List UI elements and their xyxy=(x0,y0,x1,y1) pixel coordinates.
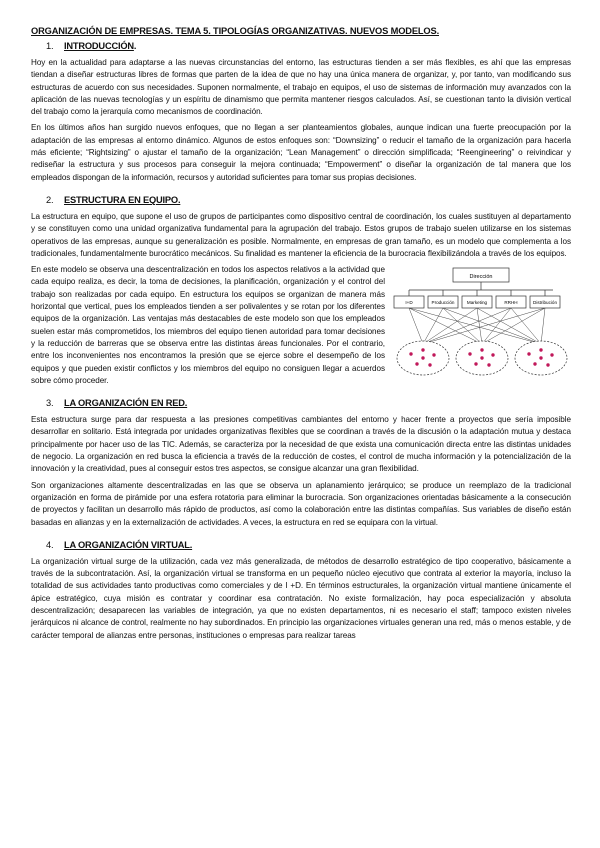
document-page xyxy=(31,26,571,646)
area-label: Distribución xyxy=(533,300,557,306)
team-member-dot xyxy=(539,348,542,351)
team-member-dot xyxy=(415,362,418,365)
network-link xyxy=(409,308,482,344)
team-structure-diagram xyxy=(393,266,571,384)
network-link xyxy=(409,308,423,344)
network-link xyxy=(423,308,477,344)
team-member-dot xyxy=(468,352,471,355)
team-member-dot xyxy=(421,356,424,359)
section-number: 2. xyxy=(46,194,54,205)
team-member-dot xyxy=(409,352,412,355)
network-link xyxy=(409,308,541,344)
area-label: Producción xyxy=(431,300,455,306)
area-boxes xyxy=(394,296,560,308)
team-member-dot xyxy=(491,353,494,356)
section-heading-estructura-equipo xyxy=(46,195,571,205)
area-label: RRHH xyxy=(504,300,518,306)
team-structure-svg xyxy=(393,266,571,384)
team-member-dot xyxy=(546,363,549,366)
document-title: ORGANIZACIÓN DE EMPRESAS. TEMA 5. TIPOLOGÍAS ORGANIZATIVAS. NUEVOS MODELOS. xyxy=(31,26,439,36)
team-member-dot xyxy=(480,348,483,351)
team-member-dot xyxy=(480,356,483,359)
top-box-label: Dirección xyxy=(469,274,493,281)
team-member-dot xyxy=(432,353,435,356)
team-member-dot xyxy=(487,363,490,366)
paragraph: La estructura en equipo, que supone el uso de grupos de participantes como dispositivo central de coordinación, los cuales sustituyen al departamento y se constituyen como una unidad organizativa fundamental para la agrupación del trabajo. Estos grupos de trabajo suelen utilizarse en los sistemas operativos de las empresas, aunque su generalización es posible. Normalmente, en empresas de gran tamaño, es un modelo que complementa a los tradicionales, fundamentalmente burocrático mecánicos. Su finalidad es mantener la eficiencia de la burocracia flexibilizándola a través de los equipos. xyxy=(31,211,571,258)
team-member-dot xyxy=(527,352,530,355)
area-label: I+D xyxy=(405,300,413,306)
paragraph: En los últimos años han surgido nuevos enfoques, que no llegan a ser planteamientos globales, aunque indican una fuerte preocupación por la adaptación de las empresas al entorno dinámico. Algunos de estos enfoques son: “Downsizing” o reducir el tamaño de la organización para hacerla más eficiente; “Rightsizing” o ajustar el tamaño de la organización; “Lean Management” o dirección simplificada; “Reengineering” o reivindicar y rediseñar la estructura y sus procesos para conseguir la mejora continuada; “Empowerment” o diseñar la organización de tal manera que los empleados dispongan de la información, recursos y autoridad suficientes para tomar sus propias decisiones. xyxy=(31,123,571,182)
network-link xyxy=(541,308,545,344)
section-title: INTRODUCCIÓN xyxy=(64,41,134,51)
section-title-suffix: . xyxy=(133,41,137,51)
section-heading-organizacion-red xyxy=(46,398,571,408)
area-label: Marketing xyxy=(466,300,488,306)
paragraph: Esta estructura surge para dar respuesta a las presiones competitivas cambiantes del entorno y hacer frente a proyectos que sería imposible desarrollar en solitario. Está integrada por unidades organizativas flexibles que se coordinan a través de la discusión o la adaptación mutua y destaca principalmente por hacer uso de las TIC. Además, se caracteriza por la necesidad de que exista una comunicación directa entre las distintas unidades de negocio. La organización en red busca la eficiencia a través de la reducción de costes, el control de mucha información y la potencialización de la innovación y la creatividad, pues al conseguir estos tres aspectos, se consigue alcanzar una gran flexibilidad. xyxy=(31,415,571,474)
team-ellipses xyxy=(397,341,567,375)
section-number: 3. xyxy=(46,398,54,409)
section-heading-organizacion-virtual xyxy=(46,540,571,550)
paragraph: En este modelo se observa una descentralización en todos los aspectos relativos a la actividad que cada equipo realiza, es decir, la toma de decisiones, la planificación, organización y el control del trabajo son realizadas por cada equipo. En estructura los equipos se organizan de manera más horizontal que vertical, pues los empleados tienden a ser polivalentes y se rotan por los diferentes equipos de la organización. Las ventajas más destacables de este modelo son que los empleados suelen estar más comprometidos, los miembros del equipo tienen autoridad para tomar decisiones y la reducción de barreras que se observa entre las distintas áreas funcionales. Por el contrario, entre los inconvenientes nos encontramos la presión que se ejerce sobre el desempeño de los equipos y que pueden existir conflictos y los miembros del equipo no consiguen llegar a acuerdos sobre cómo proceder. xyxy=(31,265,385,385)
network-link xyxy=(423,308,511,344)
team-member-dot xyxy=(539,356,542,359)
section-title: LA ORGANIZACIÓN EN RED. xyxy=(64,398,188,409)
team-member-dot xyxy=(550,353,553,356)
section-number: 1. xyxy=(46,41,54,51)
team-member-dot xyxy=(421,348,424,351)
team-member-dot xyxy=(474,362,477,365)
team-member-dot xyxy=(428,363,431,366)
team-member-dot xyxy=(533,362,536,365)
section-title: LA ORGANIZACIÓN VIRTUAL. xyxy=(64,539,193,550)
network-link xyxy=(477,308,482,344)
section-number: 4. xyxy=(46,539,54,550)
section-title: ESTRUCTURA EN EQUIPO. xyxy=(64,194,181,205)
paragraph: Hoy en la actualidad para adaptarse a las nuevas circunstancias del entorno, las estructuras tienden a ser más flexibles, es ahí que las empresas tiendan a diseñar estructuras libres de formas que parten de la idea de que no hay una única manera de organizar, y, por tanto, van modificando sus estructuras de acuerdo con sus necesidades. Suponen normalmente, el trabajo en equipos, el uso de sistemas de información muy avanzados con la aplicación de las nuevas tecnologías y un espíritu de dinamismo que permita mantener riesgos calculados. Así, se cuestionan tanto la división vertical del trabajo como la jerarquía como mecanismos de coordinación. xyxy=(31,58,571,117)
network-link xyxy=(423,308,443,344)
network-link xyxy=(443,308,482,344)
section-heading-introduccion xyxy=(46,41,571,51)
paragraph: Son organizaciones altamente descentralizadas en las que se observa un aplanamiento jerárquico; se produce un reemplazo de la tradicional organización en forma de pirámide por una esfera rotatoria para eliminar la burocracia. Son organizaciones orientadas básicamente a la consecución de proyectos y facilitan un desarrollo más rápido de productos, así como la colaboración entre las distintas compañías. Sus variables de diseño están basadas en alianzas y en la externalización de actividades. A veces, la estructura en red se equipara con la virtual. xyxy=(31,480,571,527)
paragraph: La organización virtual surge de la utilización, cada vez más generalizada, de métodos de desarrollo estratégico de tipo cooperativo, básicamente a través de la subcontratación. Así, la organización virtual se transforma en un pequeño núcleo ejecutivo que contrata al exterior la mayoría, incluso la totalidad de sus actividades tanto productivas como comerciales y de I +D. En términos estructurales, la organización virtual mantiene únicamente el ápice estratégico, cuya misión es contratar y coordinar esa contratación. No existe formalización, hay poca especialización y absoluta descentralización; desaparecen las variables de integración, ya que no existen departamentos, ni es necesario el staff; tampoco existen niveles jerárquicos ni alcance de control, realmente no hay subordinados. En principio las organizaciones virtuales generan una red, más o menos estable, y de carácter temporal de alianzas entre personas, instituciones o empresas para realizar tareas xyxy=(31,556,571,640)
